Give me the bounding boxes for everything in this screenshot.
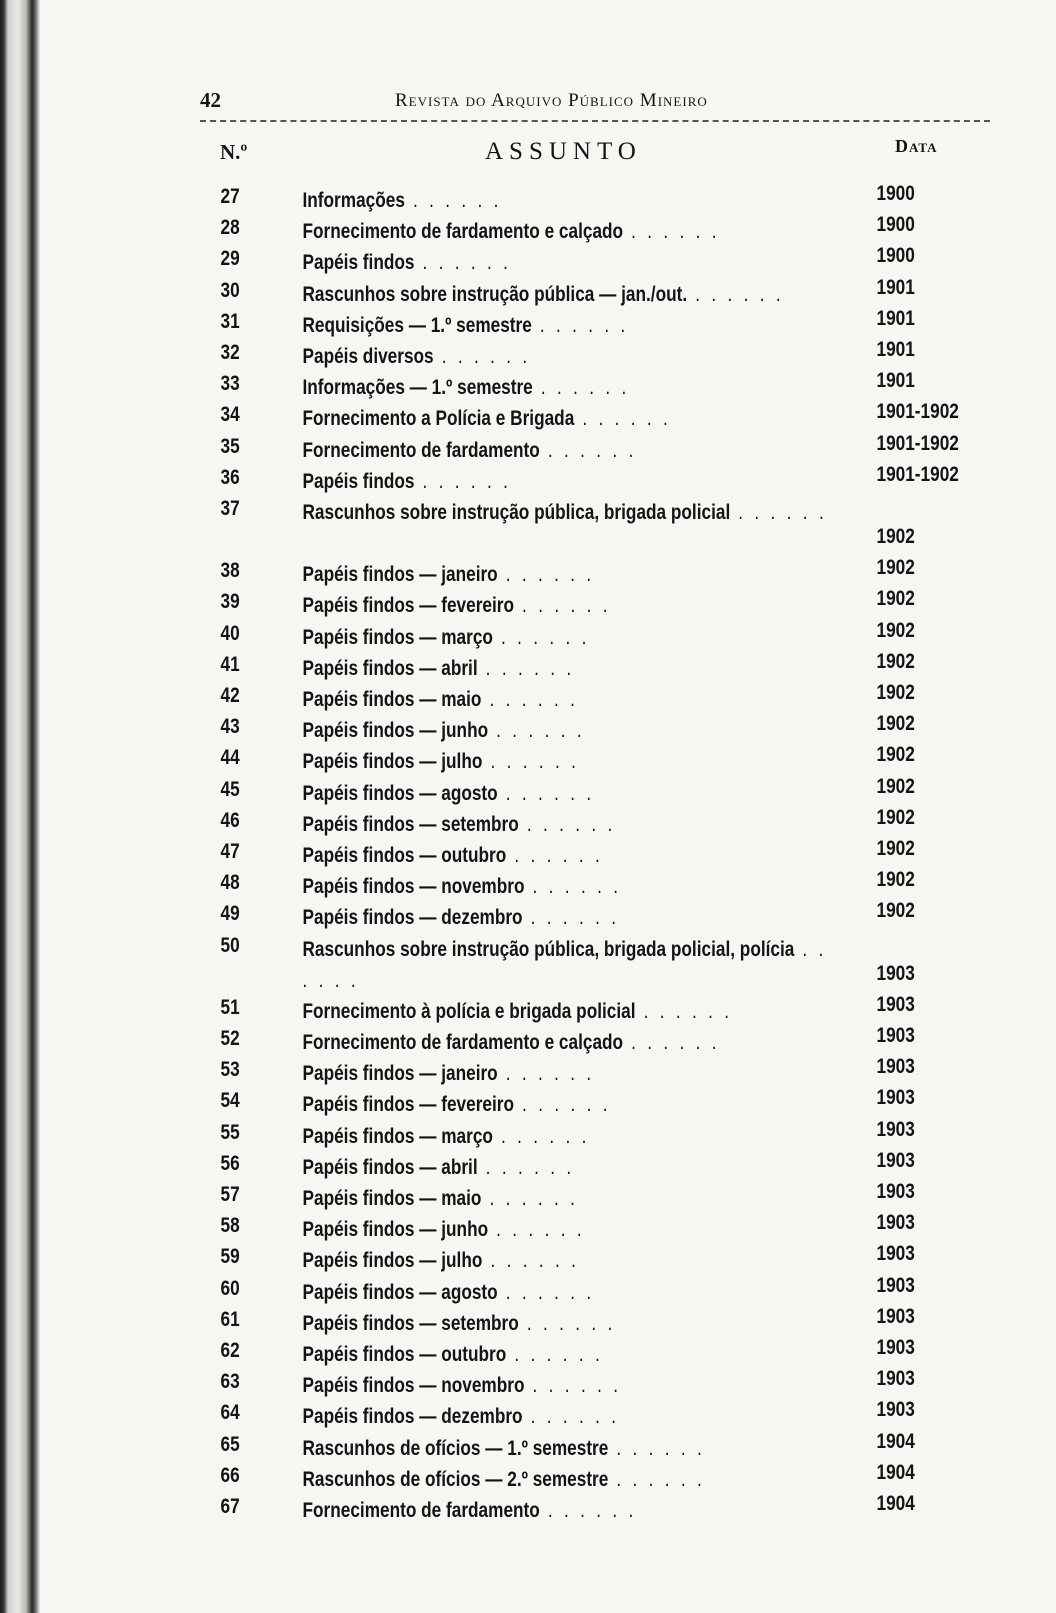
entries-list (200, 182, 990, 1523)
entry-subject (303, 1183, 834, 1214)
leader-dots: . . . . . . (477, 1155, 575, 1179)
leader-dots: . . . . . . (522, 1405, 620, 1429)
list-item (200, 1305, 990, 1336)
entry-date: 1902 (876, 774, 915, 798)
list-item (200, 182, 990, 213)
list-item (200, 213, 990, 244)
entry-subject (303, 1152, 834, 1183)
leader-dots: . . . . . . (488, 1218, 585, 1242)
entry-subject-text: Rascunhos sobre instrução pública, brigada policial, polícia (302, 937, 795, 961)
column-header-subject: ASSUNTO (485, 138, 642, 165)
entry-date: 1903 (876, 1242, 915, 1266)
entry-date: 1903 (876, 1273, 915, 1297)
entry-subject-text: Fornecimento à polícia e brigada policial (302, 999, 636, 1023)
entry-subject-text: Papéis findos — setembro (302, 1311, 519, 1335)
leader-dots: . . . . . . (497, 1280, 595, 1304)
entry-subject (303, 310, 834, 341)
entry-subject-text: Papéis findos — maio (302, 1187, 482, 1211)
entry-date: 1900 (876, 182, 915, 205)
leader-dots: . . . . . . (492, 625, 590, 649)
entry-date: 1902 (876, 899, 915, 923)
entry-subject-text: Papéis findos — julho (302, 1249, 483, 1273)
entry-subject (303, 840, 834, 871)
leader-dots: . . . . . . (302, 937, 827, 992)
entry-date: 1903 (876, 1335, 915, 1359)
entry-subject (303, 902, 834, 933)
entry-subject (303, 216, 834, 247)
entry-subject (303, 372, 834, 403)
entry-date: 1903 (876, 961, 915, 985)
list-item (200, 712, 990, 743)
entry-date: 1902 (876, 805, 915, 829)
entry-subject-text: Papéis findos — janeiro (302, 1062, 498, 1086)
entry-number: 41 (220, 652, 240, 676)
entry-subject (303, 622, 834, 653)
leader-dots: . . . . . . (414, 469, 512, 493)
entry-subject (303, 1308, 834, 1339)
entry-subject-text: Fornecimento de fardamento (302, 1498, 540, 1522)
entry-number: 35 (220, 434, 240, 458)
entry-subject (303, 746, 834, 777)
entry-number: 48 (220, 871, 240, 895)
entry-date: 1902 (876, 587, 915, 611)
entry-date: 1904 (876, 1491, 915, 1515)
entry-subject-text: Fornecimento de fardamento (302, 438, 540, 462)
entry-subject (303, 1339, 834, 1370)
entry-number: 38 (220, 559, 240, 583)
list-item (200, 619, 990, 650)
entry-number: 36 (220, 465, 240, 489)
entry-number: 62 (220, 1338, 240, 1362)
leader-dots: . . . . . . (539, 1498, 637, 1522)
entry-subject-text: Papéis findos — abril (302, 1155, 478, 1179)
entry-subject-text: Fornecimento de fardamento e calçado (302, 1031, 624, 1055)
list-item (200, 587, 990, 618)
entry-date: 1901-1902 (876, 431, 959, 455)
list-item (200, 400, 990, 431)
list-item (200, 1055, 990, 1086)
entry-subject (303, 247, 834, 278)
entry-number: 34 (220, 403, 240, 427)
entry-subject-text: Papéis findos (302, 469, 415, 493)
entry-number: 59 (220, 1245, 240, 1269)
entry-subject-text: Papéis findos — junho (302, 1218, 489, 1242)
entry-subject (303, 1214, 834, 1245)
entry-subject (303, 1027, 834, 1058)
leader-dots: . . . . . . (608, 1467, 706, 1491)
entry-date: 1903 (876, 1367, 915, 1391)
running-title: Revista do Arquivo Público Mineiro (395, 90, 708, 111)
list-item (200, 775, 990, 806)
entry-number: 46 (220, 808, 240, 832)
column-header-date: Data (895, 136, 938, 156)
entry-number: 45 (220, 777, 240, 801)
page-number: 42 (200, 88, 221, 112)
leader-dots: . . . . . . (488, 719, 585, 743)
list-item (200, 806, 990, 837)
entry-number: 39 (220, 590, 240, 614)
entry-subject-text: Papéis findos — setembro (302, 812, 519, 836)
entry-subject (303, 1089, 834, 1120)
entry-subject-text: Fornecimento de fardamento e calçado (302, 220, 624, 244)
entry-number: 60 (220, 1276, 240, 1300)
entry-subject-text: Informações (302, 189, 405, 212)
entry-subject (303, 934, 834, 996)
entry-subject (303, 1370, 834, 1401)
leader-dots: . . . . . . (433, 344, 531, 368)
entry-number: 67 (220, 1494, 240, 1518)
leader-dots: . . . . . . (532, 376, 630, 400)
entry-subject (303, 1245, 834, 1276)
list-item (200, 1336, 990, 1367)
entry-date: 1902 (876, 556, 915, 580)
entry-subject-text: Papéis findos — dezembro (302, 906, 523, 930)
entry-subject-text: Papéis findos — outubro (302, 1342, 507, 1366)
entry-number: 52 (220, 1027, 240, 1051)
entry-subject-text: Papéis findos — julho (302, 750, 483, 774)
entry-date: 1903 (876, 1304, 915, 1328)
entry-subject (303, 1464, 834, 1495)
entry-subject-text: Papéis findos (302, 251, 415, 275)
entry-subject (303, 1121, 834, 1152)
leader-dots: . . . . . . (497, 781, 595, 805)
entry-number: 61 (220, 1307, 240, 1331)
entry-number: 50 (220, 933, 240, 957)
leader-dots: . . . . . . (524, 1374, 622, 1398)
entry-subject (303, 1277, 834, 1308)
list-item (200, 993, 990, 1024)
entry-subject-text: Papéis findos — maio (302, 688, 482, 712)
entry-subject-text: Rascunhos de ofícios — 1.º semestre (302, 1436, 609, 1460)
entry-number: 37 (220, 496, 240, 520)
entry-subject-text: Papéis findos — abril (302, 656, 478, 680)
list-item (200, 463, 990, 494)
column-headers (200, 122, 990, 182)
entry-date: 1902 (876, 712, 915, 736)
entry-number: 56 (220, 1151, 240, 1175)
entry-date: 1902 (876, 618, 915, 642)
entry-date: 1903 (876, 1180, 915, 1204)
entry-date: 1902 (876, 868, 915, 892)
list-item (200, 276, 990, 307)
list-item (200, 1398, 990, 1429)
list-item (200, 244, 990, 275)
list-item (200, 1492, 990, 1523)
entry-number: 66 (220, 1463, 240, 1487)
entry-number: 44 (220, 746, 240, 770)
entry-date: 1901-1902 (876, 400, 959, 424)
leader-dots: . . . . . . (518, 812, 616, 836)
entry-subject (303, 403, 834, 434)
entry-number: 58 (220, 1214, 240, 1238)
entry-subject (303, 1058, 834, 1089)
leader-dots: . . . . . . (481, 688, 579, 712)
entry-number: 28 (220, 216, 240, 240)
leader-dots: . . . . . . (522, 906, 620, 930)
entry-number: 47 (220, 839, 240, 863)
entry-date: 1902 (876, 743, 915, 767)
leader-dots: . . . . . . (687, 282, 784, 306)
entry-subject-text: Papéis findos — março (302, 1124, 493, 1148)
entry-subject (303, 341, 834, 372)
entry-subject (303, 715, 834, 746)
entry-subject-text: Papéis findos — outubro (302, 843, 507, 867)
entry-date: 1903 (876, 1398, 915, 1422)
entry-subject-text: Papéis findos — novembro (302, 875, 525, 899)
entry-subject-text: Rascunhos sobre instrução pública, brigada policial (302, 500, 731, 524)
leader-dots: . . . . . . (404, 189, 502, 212)
list-item (200, 307, 990, 338)
list-item (200, 1461, 990, 1492)
entry-date: 1903 (876, 1055, 915, 1079)
leader-dots: . . . . . . (497, 1062, 595, 1086)
leader-dots: . . . . . . (492, 1124, 590, 1148)
entry-date: 1902 (876, 649, 915, 673)
entry-subject-text: Papéis findos — fevereiro (302, 1093, 514, 1117)
entry-subject (303, 279, 834, 310)
entry-number: 30 (220, 278, 240, 302)
entry-subject (303, 466, 834, 497)
entry-number: 42 (220, 684, 240, 708)
entry-date: 1900 (876, 244, 915, 268)
entry-subject (303, 996, 834, 1027)
list-item (200, 899, 990, 930)
entry-subject (303, 497, 834, 528)
document-page (200, 80, 990, 1523)
entry-subject (303, 684, 834, 715)
entry-number: 65 (220, 1432, 240, 1456)
entry-date: 1901 (876, 369, 915, 393)
leader-dots: . . . . . . (513, 594, 611, 618)
entry-subject (303, 1401, 834, 1432)
entry-subject-text: Papéis findos — novembro (302, 1374, 525, 1398)
entry-subject (303, 435, 834, 466)
entry-number: 43 (220, 715, 240, 739)
list-item (200, 681, 990, 712)
leader-dots: . . . . . . (574, 407, 672, 431)
entry-date: 1903 (876, 1024, 915, 1048)
list-item (200, 338, 990, 369)
entry-date: 1901-1902 (876, 462, 959, 486)
list-item (200, 1118, 990, 1149)
entry-number: 53 (220, 1058, 240, 1082)
list-item (200, 1367, 990, 1398)
leader-dots: . . . . . . (506, 843, 604, 867)
leader-dots: . . . . . . (635, 999, 733, 1023)
leader-dots: . . . . . . (608, 1436, 706, 1460)
leader-dots: . . . . . . (482, 1249, 580, 1273)
entry-date: 1904 (876, 1429, 915, 1453)
column-header-number: N.º (220, 140, 248, 164)
entry-date: 1902 (876, 524, 915, 548)
list-item (200, 432, 990, 463)
entry-subject-text: Papéis findos — agosto (302, 1280, 498, 1304)
leader-dots: . . . . . . (477, 656, 575, 680)
entry-number: 64 (220, 1401, 240, 1425)
leader-dots: . . . . . . (482, 750, 580, 774)
list-item (200, 837, 990, 868)
list-item (200, 556, 990, 587)
entry-subject-text: Requisições — 1.º semestre (302, 313, 532, 337)
entry-date: 1900 (876, 213, 915, 237)
list-item (200, 868, 990, 899)
entry-subject (303, 1433, 834, 1464)
leader-dots: . . . . . . (414, 251, 512, 275)
list-item (200, 369, 990, 400)
entry-date: 1902 (876, 681, 915, 705)
entry-date: 1901 (876, 275, 915, 299)
leader-dots: . . . . . . (506, 1342, 604, 1366)
list-item (200, 650, 990, 681)
entry-subject-text: Papéis findos — junho (302, 719, 489, 743)
entry-subject (303, 559, 834, 590)
leader-dots: . . . . . . (524, 875, 622, 899)
entry-subject-text: Informações — 1.º semestre (302, 376, 533, 400)
entry-number: 29 (220, 247, 240, 271)
list-item (200, 743, 990, 774)
entry-date: 1901 (876, 306, 915, 330)
leader-dots: . . . . . . (539, 438, 637, 462)
entry-date: 1903 (876, 1117, 915, 1141)
entry-subject (303, 653, 834, 684)
entry-subject-text: Papéis findos — fevereiro (302, 594, 514, 618)
entry-number: 40 (220, 621, 240, 645)
page-header (200, 80, 990, 122)
list-item (200, 1180, 990, 1211)
entry-subject (303, 778, 834, 809)
entry-number: 63 (220, 1370, 240, 1394)
entry-subject (303, 809, 834, 840)
entry-date: 1903 (876, 1148, 915, 1172)
entry-date: 1903 (876, 992, 915, 1016)
entry-subject (303, 185, 834, 216)
entry-number: 49 (220, 902, 240, 926)
entry-date: 1903 (876, 1086, 915, 1110)
entry-number: 57 (220, 1183, 240, 1207)
entry-number: 33 (220, 372, 240, 396)
entry-date: 1903 (876, 1211, 915, 1235)
list-item (200, 1149, 990, 1180)
entry-subject (303, 590, 834, 621)
entry-subject-text: Papéis findos — março (302, 625, 493, 649)
entry-subject-text: Rascunhos de ofícios — 2.º semestre (302, 1467, 609, 1491)
entry-subject (303, 871, 834, 902)
list-item (200, 1430, 990, 1461)
entry-subject-text: Papéis findos — agosto (302, 781, 498, 805)
leader-dots: . . . . . . (623, 220, 720, 244)
entry-subject-text: Papéis diversos (302, 344, 434, 368)
entry-number: 27 (220, 185, 240, 208)
leader-dots: . . . . . . (531, 313, 629, 337)
leader-dots: . . . . . . (623, 1031, 720, 1055)
list-item (200, 1086, 990, 1117)
leader-dots: . . . . . . (518, 1311, 616, 1335)
entry-number: 54 (220, 1089, 240, 1113)
entry-date: 1901 (876, 337, 915, 361)
entry-subject-text: Papéis findos — janeiro (302, 563, 498, 587)
entry-subject (303, 1495, 834, 1526)
leader-dots: . . . . . . (481, 1187, 579, 1211)
list-item (200, 1211, 990, 1242)
list-item (200, 494, 990, 556)
entry-date: 1904 (876, 1460, 915, 1484)
leader-dots: . . . . . . (730, 500, 828, 524)
leader-dots: . . . . . . (513, 1093, 611, 1117)
entry-subject-text: Papéis findos — dezembro (302, 1405, 523, 1429)
list-item (200, 1024, 990, 1055)
list-item (200, 1274, 990, 1305)
entry-number: 51 (220, 995, 240, 1019)
entry-number: 55 (220, 1120, 240, 1144)
book-binding-edge (0, 0, 40, 1613)
list-item (200, 1242, 990, 1273)
entry-subject-text: Rascunhos sobre instrução pública — jan./out. (302, 282, 688, 306)
leader-dots: . . . . . . (497, 563, 595, 587)
entry-date: 1902 (876, 836, 915, 860)
entry-subject-text: Fornecimento a Polícia e Brigada (302, 407, 575, 431)
list-item (200, 931, 990, 993)
entry-number: 32 (220, 340, 240, 364)
entry-number: 31 (220, 309, 240, 333)
